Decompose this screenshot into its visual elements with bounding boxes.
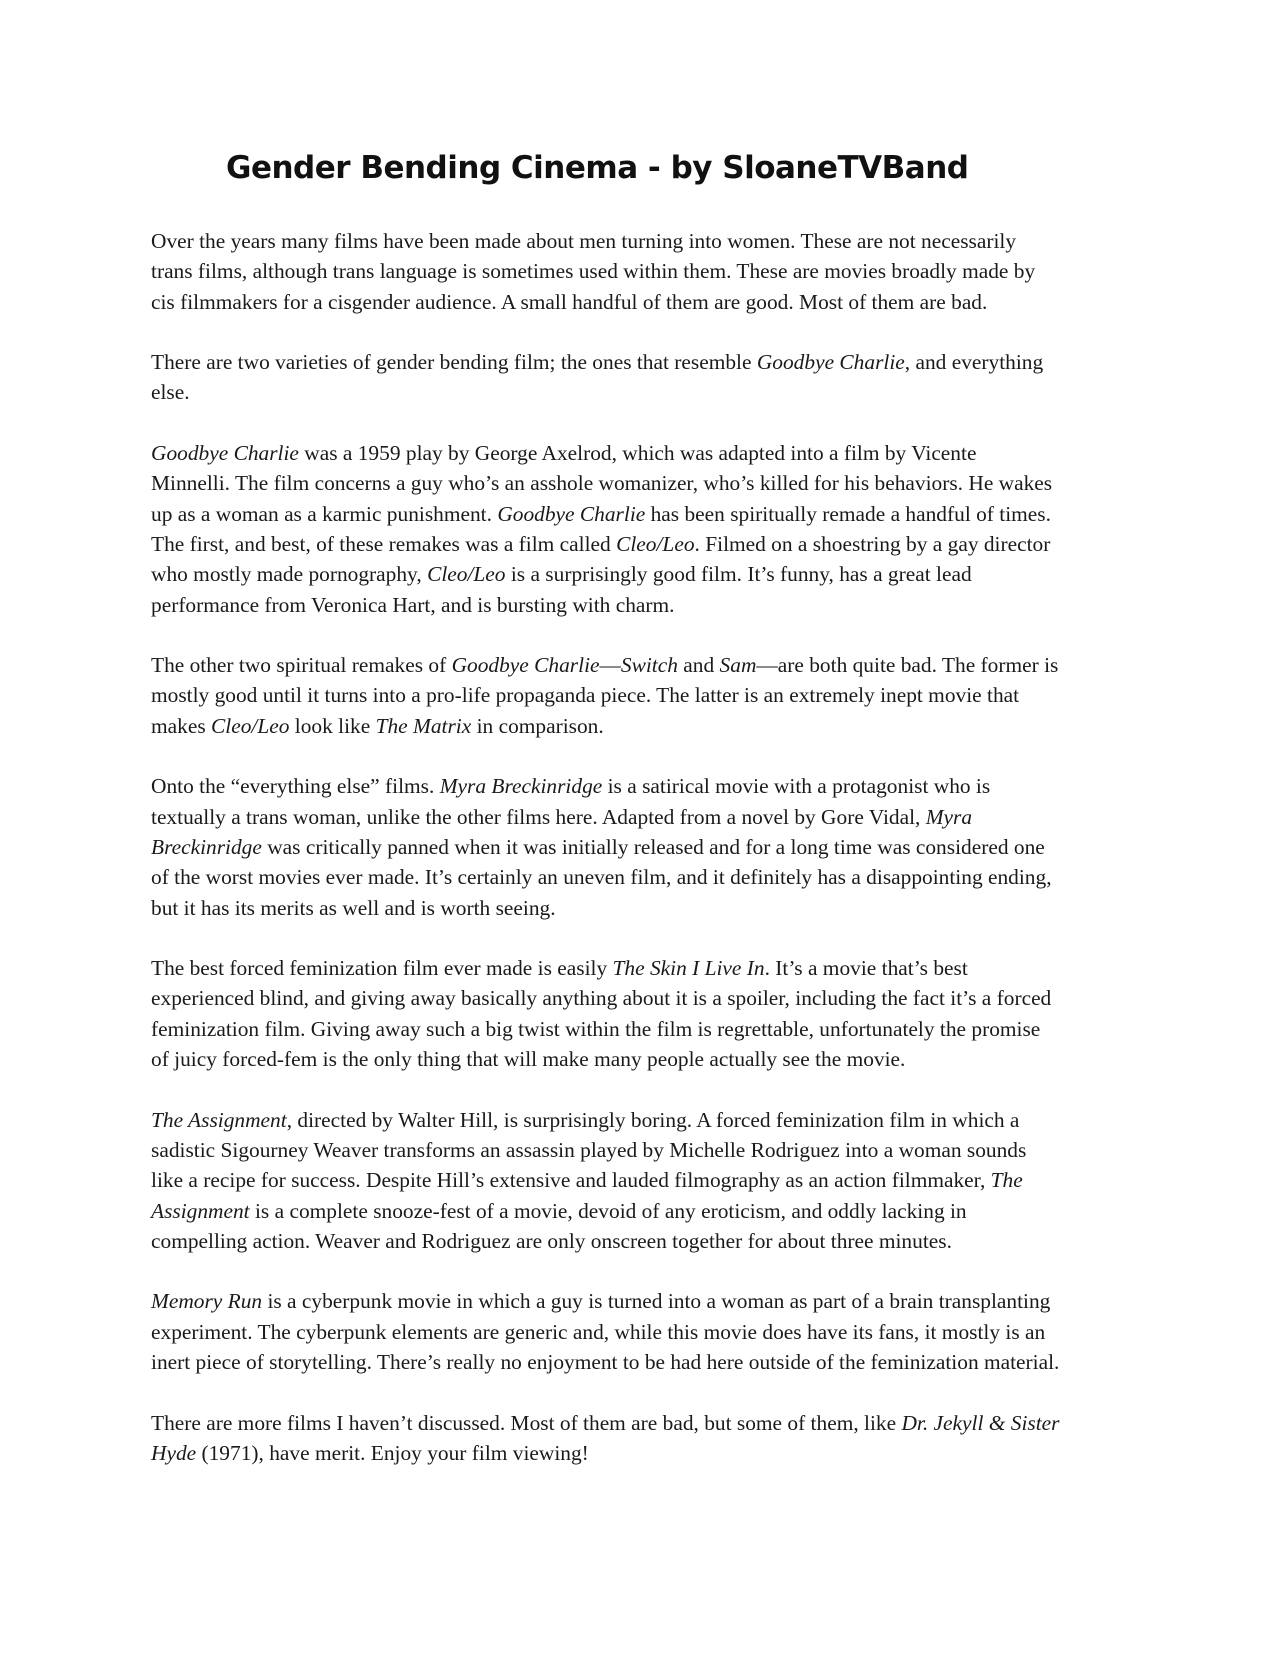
text-run: experienced blind, and giving away basically anything about it is a spoiler, including the fact it’s a forced	[151, 986, 1052, 1011]
text-run: look like	[289, 713, 376, 738]
text-line	[151, 438, 1141, 468]
text-run: makes	[151, 713, 211, 738]
text-run: cis filmmakers for a cisgender audience. A small handful of them are good. Most of them are bad.	[151, 289, 988, 314]
text-run: sadistic Sigourney Weaver transforms an assassin played by Michelle Rodriguez into a woman sounds	[151, 1137, 1027, 1162]
paragraph	[151, 347, 1141, 408]
paragraph	[151, 953, 1141, 1074]
text-line	[151, 1347, 1141, 1377]
film-title: Myra Breckinridge	[439, 774, 603, 799]
text-run: up as a woman as a karmic punishment.	[151, 501, 498, 526]
text-line	[151, 1165, 1141, 1195]
film-title: Cleo/Leo	[211, 713, 290, 738]
film-title: Assignment	[151, 1198, 250, 1223]
text-run: mostly good until it turns into a pro-life propaganda piece. The latter is an extremely inept movie that	[151, 683, 1020, 708]
text-line	[151, 1196, 1141, 1226]
film-title: Goodbye Charlie	[151, 441, 299, 466]
text-line	[151, 711, 1141, 741]
text-run: There are more films I haven’t discussed. Most of them are bad, but some of them, like	[151, 1410, 902, 1435]
text-line	[151, 832, 1141, 862]
film-title: The Assignment	[151, 1107, 287, 1132]
text-line	[151, 1317, 1141, 1347]
text-run: experiment. The cyberpunk elements are generic and, while this movie does have its fans, it mostly is an	[151, 1319, 1046, 1344]
paragraph	[151, 1408, 1141, 1469]
text-line	[151, 226, 1141, 256]
text-run: There are two varieties of gender bending film; the ones that resemble	[151, 350, 757, 375]
paragraph	[151, 1286, 1141, 1377]
text-run: is a cyberpunk movie in which a guy is turned into a woman as part of a brain transplanting	[262, 1289, 1051, 1314]
text-run: . It’s a movie that’s best	[764, 956, 968, 981]
text-run: of juicy forced-fem is the only thing that will make many people actually see the movie.	[151, 1047, 906, 1072]
text-line	[151, 1135, 1141, 1165]
film-title: The Skin I Live In	[612, 956, 765, 981]
text-line	[151, 287, 1141, 317]
text-line	[151, 529, 1141, 559]
film-title: The	[990, 1168, 1023, 1193]
text-line	[151, 499, 1141, 529]
text-line	[151, 1044, 1141, 1074]
text-run: Minnelli. The film concerns a guy who’s an asshole womanizer, who’s killed for his behaviors. He wakes	[151, 471, 1053, 496]
text-line	[151, 1226, 1141, 1256]
text-line	[151, 377, 1141, 407]
film-title: Myra	[925, 804, 973, 829]
text-line	[151, 802, 1141, 832]
film-title: Memory Run	[151, 1289, 263, 1314]
text-run: The other two spiritual remakes of	[151, 653, 452, 678]
text-run: inert piece of storytelling. There’s really no enjoyment to be had here outside of the feminization material.	[151, 1349, 1060, 1374]
text-line	[151, 468, 1141, 498]
paragraph	[151, 650, 1141, 741]
text-run: but it has its merits as well and is worth seeing.	[151, 895, 556, 920]
film-title: Sam	[719, 653, 757, 678]
film-title: Dr. Jekyll & Sister	[901, 1410, 1060, 1435]
text-run: is a complete snooze-fest of a movie, devoid of any eroticism, and oddly lacking in	[249, 1198, 967, 1223]
text-line	[151, 1105, 1141, 1135]
paragraph	[151, 1105, 1141, 1256]
film-title: Cleo/Leo	[427, 562, 506, 587]
text-line	[151, 1014, 1141, 1044]
text-line	[151, 590, 1141, 620]
text-run: —	[599, 653, 621, 678]
text-run: , and everything	[904, 350, 1044, 375]
text-run: textually a trans woman, unlike the other films here. Adapted from a novel by Gore Vidal,	[151, 804, 926, 829]
text-run: (1971), have merit. Enjoy your film viewing!	[196, 1440, 589, 1465]
text-line	[151, 893, 1141, 923]
film-title: The Matrix	[375, 713, 472, 738]
text-line	[151, 862, 1141, 892]
text-run: has been spiritually remade a handful of times.	[645, 501, 1051, 526]
paragraph	[151, 226, 1141, 317]
film-title: Switch	[620, 653, 678, 678]
text-line	[151, 771, 1141, 801]
text-run: was a 1959 play by George Axelrod, which was adapted into a film by Vicente	[298, 441, 977, 466]
film-title: Hyde	[151, 1440, 197, 1465]
text-line	[151, 347, 1141, 377]
text-line	[151, 1438, 1141, 1468]
text-run: The first, and best, of these remakes was a film called	[151, 531, 617, 556]
document-body	[151, 226, 1141, 1498]
text-line	[151, 1286, 1141, 1316]
text-line	[151, 680, 1141, 710]
text-run: feminization film. Giving away such a big twist within the film is regrettable, unfortunately the promise	[151, 1016, 1041, 1041]
text-run: The best forced feminization film ever made is easily	[151, 956, 613, 981]
film-title: Goodbye Charlie	[497, 501, 646, 526]
text-run: is a surprisingly good film. It’s funny, has a great lead	[505, 562, 972, 587]
text-run: Over the years many films have been made about men turning into women. These are not necessarily	[151, 229, 1017, 253]
text-line	[151, 1408, 1141, 1438]
text-run: is a satirical movie with a protagonist who is	[602, 774, 991, 799]
text-run: Onto the “everything else” films.	[151, 774, 440, 799]
text-run: —are both quite bad. The former is	[756, 653, 1059, 678]
text-line	[151, 559, 1141, 589]
text-line	[151, 953, 1141, 983]
text-run: in comparison.	[471, 713, 604, 738]
text-run: trans films, although trans language is sometimes used within them. These are movies broadly made by	[151, 259, 1036, 284]
text-run: , directed by Walter Hill, is surprisingly boring. A forced feminization film in which a	[286, 1107, 1020, 1132]
text-line	[151, 983, 1141, 1013]
film-title: Goodbye Charlie	[756, 350, 905, 375]
text-line	[151, 256, 1141, 286]
text-run: else.	[151, 380, 190, 405]
text-line	[151, 650, 1141, 680]
text-run: . Filmed on a shoestring by a gay director	[694, 531, 1051, 556]
paragraph	[151, 438, 1141, 620]
document-title: Gender Bending Cinema - by SloaneTVBand	[226, 150, 969, 186]
text-run: performance from Veronica Hart, and is bursting with charm.	[151, 592, 675, 617]
text-run: and	[677, 653, 720, 678]
paragraph	[151, 771, 1141, 922]
text-run: like a recipe for success. Despite Hill’s extensive and lauded filmography as an action filmmaker,	[151, 1168, 991, 1193]
film-title: Goodbye Charlie	[451, 653, 600, 678]
text-run: of the worst movies ever made. It’s certainly an uneven film, and it definitely has a disappointing ending,	[151, 865, 1052, 890]
text-run: who mostly made pornography,	[151, 562, 428, 587]
film-title: Cleo/Leo	[616, 531, 695, 556]
text-run: was critically panned when it was initially released and for a long time was considered one	[261, 834, 1045, 859]
film-title: Breckinridge	[151, 834, 262, 859]
text-run: compelling action. Weaver and Rodriguez are only onscreen together for about three minutes.	[151, 1228, 952, 1253]
